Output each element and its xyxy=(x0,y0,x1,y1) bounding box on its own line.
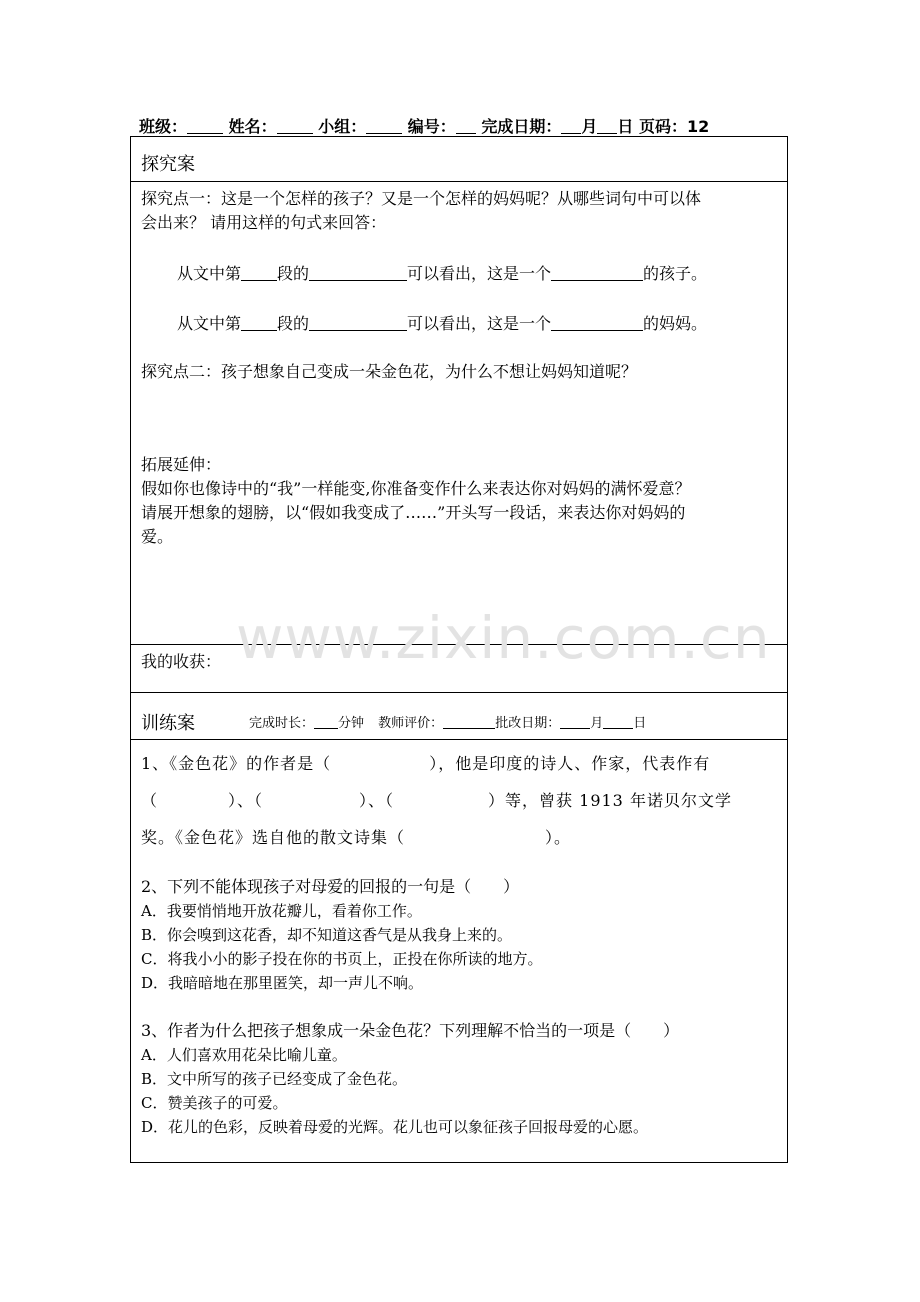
fill1-blank-trait xyxy=(551,266,643,281)
q1-line-2 xyxy=(141,788,732,811)
q1-text-f: ）等，曾获 1913 年诺贝尔文学 xyxy=(488,791,732,810)
q1-text-h: ）。 xyxy=(545,828,572,847)
q3-option-d: D．花儿的色彩，反映着母爱的光辉。花儿也可以象征孩子回报母爱的心愿。 xyxy=(141,1118,649,1136)
q1-text-a: 1、《金色花》的作者是（ xyxy=(141,754,332,773)
fill2-part-a: 从文中第 xyxy=(177,314,242,333)
fill1-part-d: 的孩子。 xyxy=(643,264,708,283)
grade-month-blank xyxy=(560,717,590,729)
grade-date-label: 批改日期： xyxy=(495,716,561,731)
time-blank xyxy=(314,717,338,729)
worksheet-header xyxy=(139,114,789,137)
group-blank xyxy=(366,119,402,134)
fill-sentence-child xyxy=(177,261,707,284)
q2-option-a: A．我要悄悄地开放花瓣儿，看着你工作。 xyxy=(141,902,422,920)
minutes-label: 分钟 xyxy=(338,716,365,731)
watermark: www.zixin.com.cn xyxy=(236,604,771,672)
q1-text-b: ），他是印度的诗人、作家，代表作有 xyxy=(429,754,711,773)
fill1-part-c: 可以看出，这是一个 xyxy=(407,264,552,283)
fill1-blank-words xyxy=(309,266,407,281)
fill2-part-d: 的妈妈。 xyxy=(643,314,708,333)
fill2-blank-trait xyxy=(551,316,643,331)
name-blank xyxy=(277,119,313,134)
fill2-blank-paragraph xyxy=(241,316,277,331)
extend-line-2: 请展开想象的翅膀，以“假如我变成了……”开头写一段话，来表达你对妈妈的 xyxy=(141,503,686,522)
fill2-blank-words xyxy=(309,316,407,331)
rule-under-explore-title xyxy=(131,181,787,182)
training-meta xyxy=(249,712,646,731)
eval-label: 教师评价： xyxy=(378,716,444,731)
q2-option-d: D．我暗暗地在那里匿笑，却一声儿不响。 xyxy=(141,974,424,992)
q3-option-b: B．文中所写的孩子已经变成了金色花。 xyxy=(141,1070,408,1088)
explore-point-2: 探究点二：孩子想象自己变成一朵金色花，为什么不想让妈妈知道呢？ xyxy=(141,362,638,381)
q1-text-e: ）、（ xyxy=(359,791,395,810)
time-label: 完成时长： xyxy=(249,716,315,731)
number-blank xyxy=(456,119,476,134)
explore-title: 探究案 xyxy=(141,154,195,175)
training-title: 训练案 xyxy=(141,713,195,734)
group-label: 小组： xyxy=(318,117,367,136)
grade-day-label: 日 xyxy=(633,716,647,731)
fill1-part-b: 段的 xyxy=(277,264,310,283)
q2-options xyxy=(141,899,542,995)
q3-options xyxy=(141,1043,648,1139)
q2-option-c: C．将我小小的影子投在你的书页上，正投在你所读的地方。 xyxy=(141,950,543,968)
month-label: 月 xyxy=(581,117,598,136)
date-label: 完成日期： xyxy=(481,117,562,136)
month-blank xyxy=(561,119,581,134)
fill2-part-c: 可以看出，这是一个 xyxy=(407,314,552,333)
eval-blank xyxy=(443,717,495,729)
fill1-part-a: 从文中第 xyxy=(177,264,242,283)
extend-line-1: 假如你也像诗中的“我”一样能变,你准备变作什么来表达你对妈妈的满怀爱意？ xyxy=(141,479,691,498)
name-label: 姓名： xyxy=(228,117,277,136)
q3-option-c: C．赞美孩子的可爱。 xyxy=(141,1094,288,1112)
number-label: 编号： xyxy=(407,117,456,136)
q1-text-c: （ xyxy=(141,791,159,810)
fill2-part-b: 段的 xyxy=(277,314,310,333)
grade-month-label: 月 xyxy=(590,716,604,731)
extend-line-3: 爱。 xyxy=(141,527,174,546)
point1-line1: 探究点一：这是一个怎样的孩子？又是一个怎样的妈妈呢？从哪些词句中可以体 xyxy=(141,189,702,208)
q1-text-d: ）、（ xyxy=(228,791,264,810)
page-label: 页码：12 xyxy=(639,117,710,136)
harvest-label: 我的收获： xyxy=(141,652,222,671)
rule-under-training-title xyxy=(131,739,787,740)
explore-point-1 xyxy=(141,187,781,235)
q3-option-a: A．人们喜欢用花朵比喻儿童。 xyxy=(141,1046,347,1064)
day-label: 日 xyxy=(617,117,634,136)
grade-day-blank xyxy=(603,717,633,729)
extend-section xyxy=(141,453,786,549)
point1-line2: 会出来？ 请用这样的句式来回答： xyxy=(141,213,387,232)
q1-line-1 xyxy=(141,751,710,774)
q1-text-g: 奖。《金色花》选自他的散文诗集（ xyxy=(141,828,406,847)
fill1-blank-paragraph xyxy=(241,266,277,281)
q2-option-b: B．你会嗅到这花香，却不知道这香气是从我身上来的。 xyxy=(141,926,513,944)
extend-title: 拓展延伸： xyxy=(141,455,222,474)
class-blank xyxy=(187,119,223,134)
class-label: 班级： xyxy=(139,117,188,136)
q1-line-3 xyxy=(141,825,571,848)
rule-above-training xyxy=(131,692,787,693)
fill-sentence-mother xyxy=(177,311,707,334)
day-blank xyxy=(597,119,617,134)
q3-stem: 3、作者为什么把孩子想象成一朵金色花？下列理解不恰当的一项是（ ） xyxy=(141,1021,680,1040)
q2-stem: 2、下列不能体现孩子对母爱的回报的一句是（ ） xyxy=(141,877,520,896)
